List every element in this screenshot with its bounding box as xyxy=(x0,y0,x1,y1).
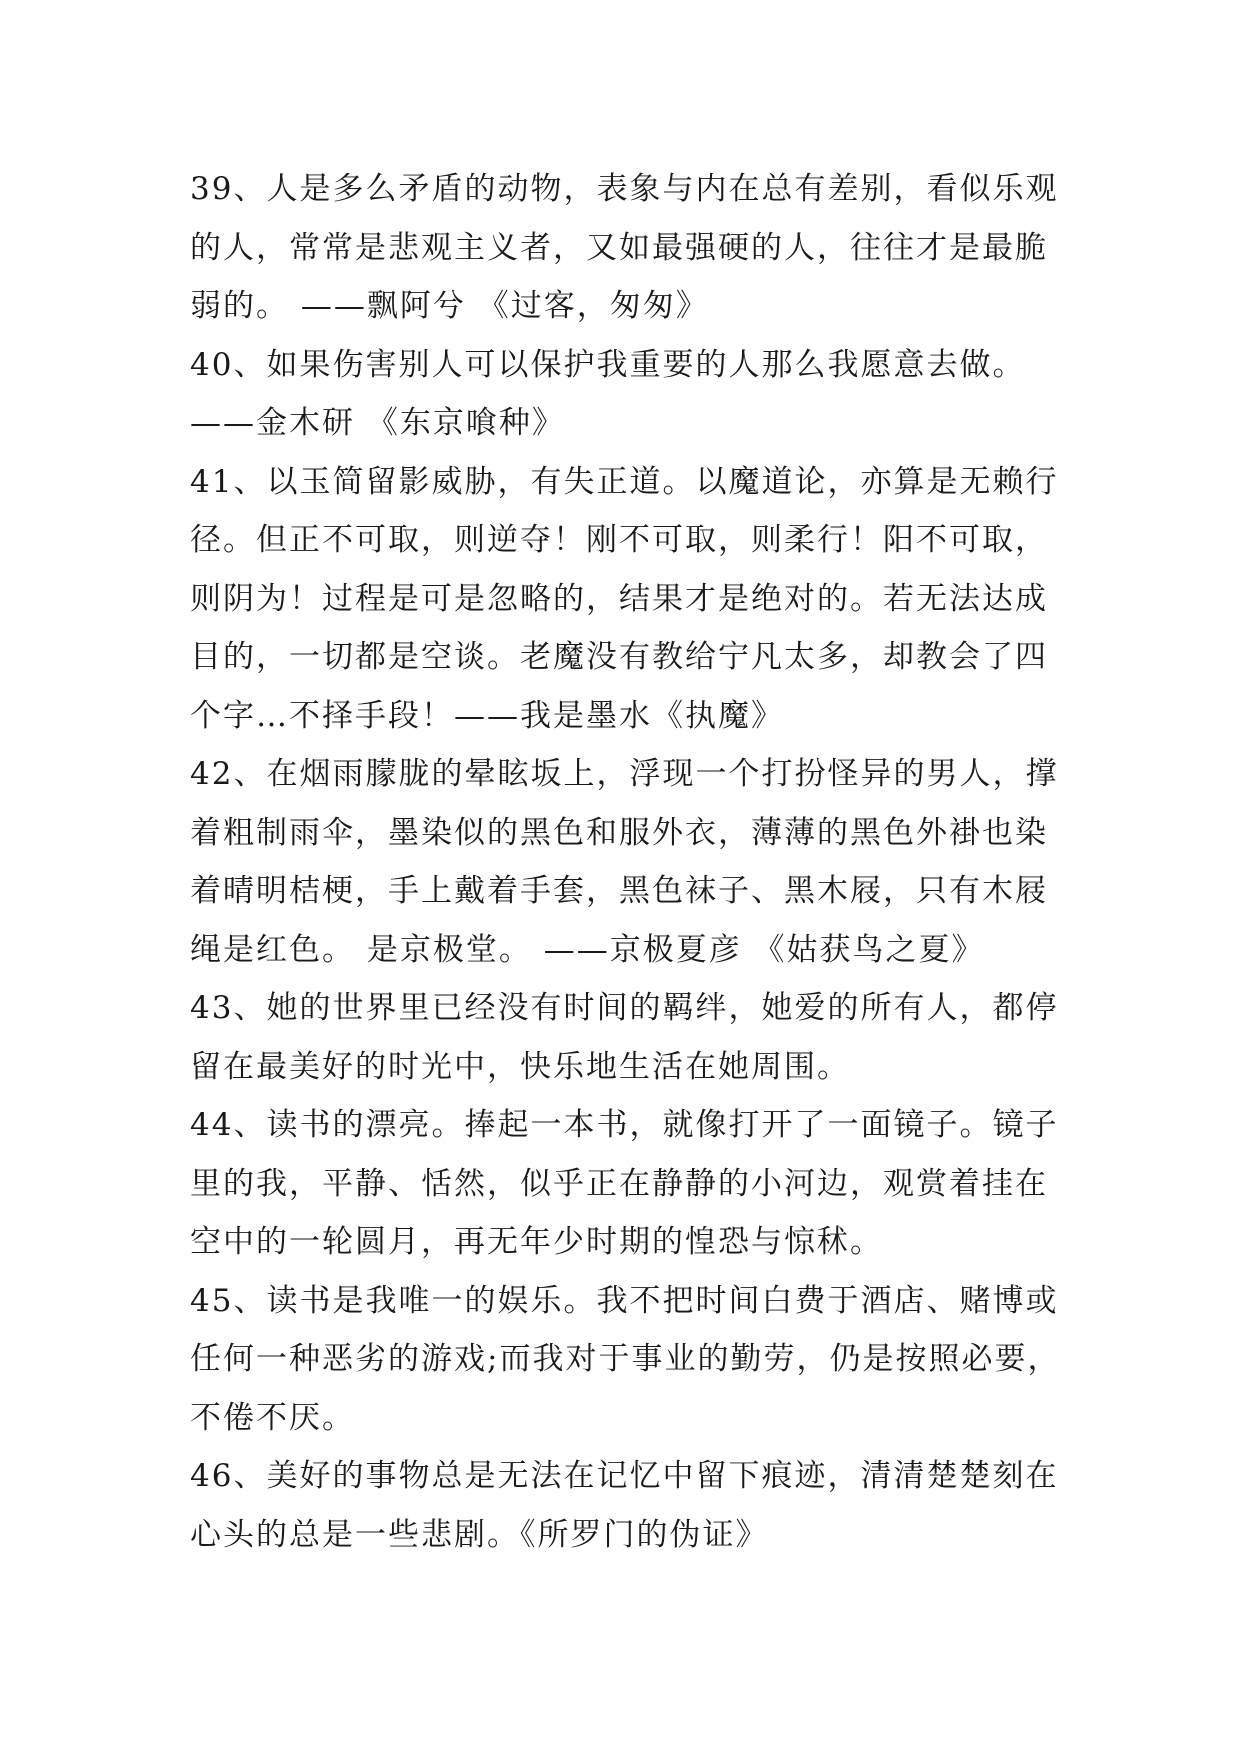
quote-line: 空中的一轮圆月，再无年少时期的惶恐与惊秫。 xyxy=(190,1224,883,1260)
quote-line: 留在最美好的时光中，快乐地生活在她周围。 xyxy=(190,1048,850,1085)
quote-entry xyxy=(190,1447,1070,1564)
quote-line: 径。但正不可取，则逆夺！刚不可取，则柔行！阳不可取， xyxy=(190,522,1048,558)
quote-line: 不倦不厌。 xyxy=(190,1399,355,1436)
quote-list xyxy=(190,160,1070,1564)
quote-line: 42、在烟雨朦胧的晕眩坂上，浮现一个打扮怪异的男人，撑 xyxy=(190,756,1059,792)
quote-entry xyxy=(190,453,1070,746)
quote-line: 绳是红色。 是京极堂。 ——京极夏彦 《姑获鸟之夏》 xyxy=(190,931,985,968)
quote-line: 40、如果伤害别人可以保护我重要的人那么我愿意去做。 xyxy=(190,346,1026,383)
quote-line: 心头的总是一些悲剧。《所罗门的伪证》 xyxy=(190,1516,769,1553)
quote-line: 目的，一切都是空谈。老魔没有教给宁凡太多，却教会了四 xyxy=(190,639,1048,675)
quote-entry xyxy=(190,745,1070,979)
quote-entry xyxy=(190,160,1070,336)
quote-line: 46、美好的事物总是无法在记忆中留下痕迹，清清楚楚刻在 xyxy=(190,1458,1059,1494)
quote-line: 则阴为！过程是可是忽略的，结果才是绝对的。若无法达成 xyxy=(190,580,1048,617)
quote-line: 弱的。 ——飘阿兮 《过客，匆匆》 xyxy=(190,288,709,324)
quote-line: 任何一种恶劣的游戏;而我对于事业的勤劳，仍是按照必要， xyxy=(190,1341,1061,1377)
quote-entry xyxy=(190,979,1070,1096)
quote-entry xyxy=(190,1096,1070,1272)
quote-line: 44、读书的漂亮。捧起一本书，就像打开了一面镜子。镜子 xyxy=(190,1107,1059,1143)
quote-line: 41、以玉简留影威胁，有失正道。以魔道论，亦算是无赖行 xyxy=(190,463,1059,500)
quote-line: 45、读书是我唯一的娱乐。我不把时间白费于酒店、赌博或 xyxy=(190,1282,1059,1319)
quote-line: 着粗制雨伞，墨染似的黑色和服外衣，薄薄的黑色外褂也染 xyxy=(190,814,1048,851)
quote-line: 里的我，平静、恬然，似乎正在静静的小河边，观赏着挂在 xyxy=(190,1165,1048,1202)
quote-entry xyxy=(190,1272,1070,1448)
quote-line: 个字…不择手段！——我是墨水《执魔》 xyxy=(190,697,784,734)
quote-line: 着晴明桔梗，手上戴着手套，黑色袜子、黑木屐，只有木屐 xyxy=(190,873,1048,909)
quote-line: 的人，常常是悲观主义者，又如最强硬的人，往往才是最脆 xyxy=(190,229,1048,266)
quote-line: 43、她的世界里已经没有时间的羁绊，她爱的所有人，都停 xyxy=(190,990,1059,1026)
quote-entry xyxy=(190,336,1070,453)
quote-line: ——金木研 《东京喰种》 xyxy=(190,405,565,441)
quote-line: 39、人是多么矛盾的动物，表象与内在总有差别，看似乐观 xyxy=(190,171,1059,207)
